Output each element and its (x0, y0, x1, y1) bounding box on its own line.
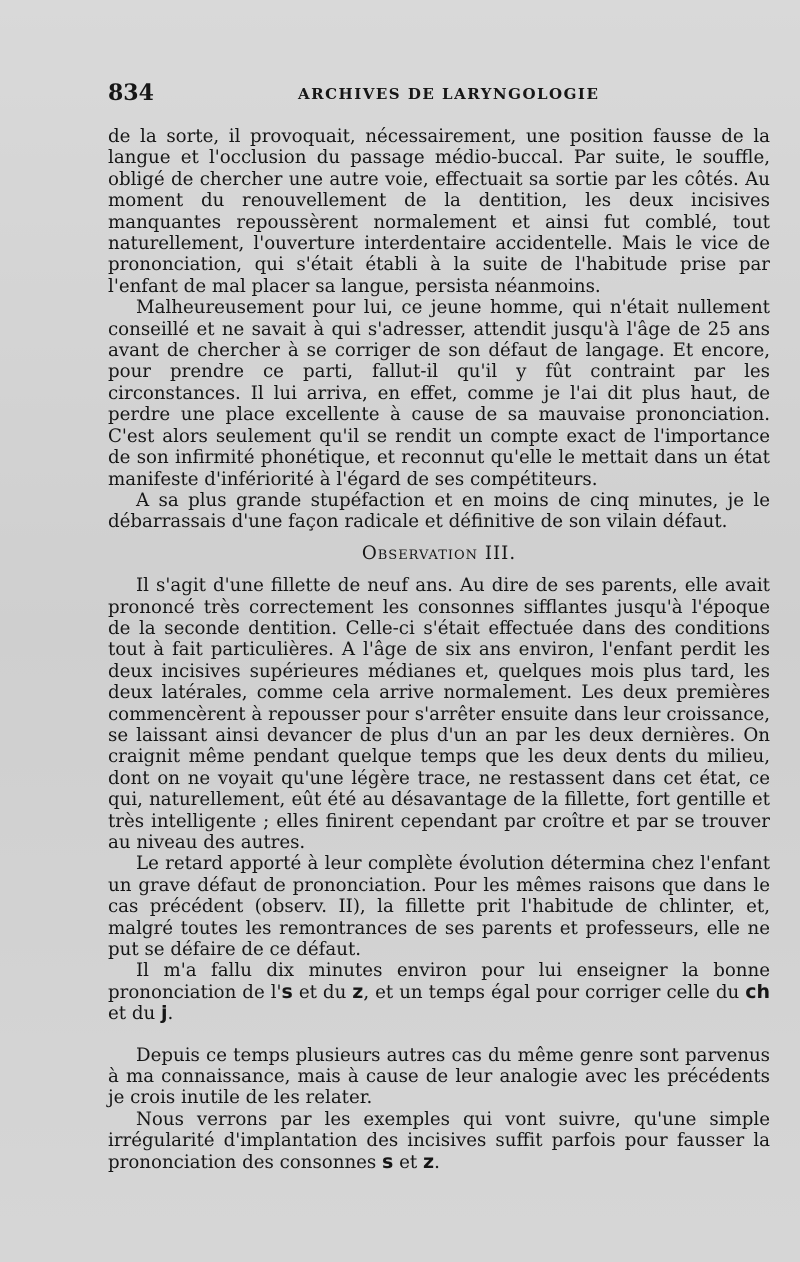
paragraph-consonants (108, 960, 770, 1024)
consonant-s: s (382, 1150, 394, 1173)
paragraph-continued: de la sorte, il provoquait, nécessairement, une position fausse de la langue et l'occlusion du passage médio-buccal. Par suite, le souffle, obligé de chercher une autre voie, effectuait sa sortie par les côtés. Au moment du renouvellement de la dentition, les deux incisives manquantes repoussèrent normalement et ainsi fut comblé, tout naturellement, l'ouverture interdentaire accidentelle. Mais le vice de prononciation, qui s'était établi à la suite de l'habitude prise par l'enfant de mal placer sa langue, persista néanmoins. (108, 126, 770, 297)
consonant-s: s (281, 980, 293, 1003)
consonant-z: z (423, 1150, 435, 1173)
observation-title: Observation III. (361, 542, 517, 564)
text-span: et du (108, 1003, 161, 1025)
paragraph: Malheureusement pour lui, ce jeune homme, qui n'était nullement conseillé et ne savait à qui s'adresser, attendit jusqu'à l'âge de 25 ans avant de chercher à se corriger de son défaut de langage. Et encore, pour prendre ce parti, fallut-il qu'il y fût contraint par les circonstances. Il lui arriva, en effet, comme je l'ai dit plus haut, de perdre une place excellente à cause de sa mauvaise prononciation. C'est alors seulement qu'il se rendit un compte exact de l'importance de son infirmité phonétique, et reconnut qu'elle le mettait dans un état manifeste d'infériorité à l'égard de ses compétiteurs. (108, 297, 770, 490)
consonant-j: j (161, 1002, 168, 1025)
consonant-ch: ch (745, 980, 770, 1003)
paragraph-closing (108, 1109, 770, 1173)
text-span: , et un temps égal pour corriger celle du (363, 981, 746, 1003)
page-number: 834 (108, 80, 154, 106)
body-text (108, 126, 770, 1173)
text-span: et (393, 1151, 423, 1173)
section-heading (108, 543, 770, 564)
text-span: et du (292, 981, 353, 1003)
running-head: ARCHIVES DE LARYNGOLOGIE (298, 85, 600, 103)
paragraph: Il s'agit d'une fillette de neuf ans. Au dire de ses parents, elle avait prononcé très correctement les consonnes sifflantes jusqu'à l'époque de la seconde dentition. Celle-ci s'était effectuée dans des conditions tout à fait particulières. A l'âge de six ans environ, l'enfant perdit les deux incisives supérieures médianes et, quelques mois plus tard, les deux latérales, comme cela arrive normalement. Les deux premières commencèrent à repousser pour s'arrêter ensuite dans leur croissance, se laissant ainsi devancer de plus d'un an par les deux dernières. On craignit même pendant quelque temps que les deux dents du milieu, dont on ne voyait qu'une légère trace, ne restassent dans cet état, ce qui, naturellement, eût été au désavantage de la fillette, fort gentille et très intelligente ; elles finirent cependant par croître et par se trouver au niveau des autres. (108, 575, 770, 853)
consonant-z: z (352, 980, 364, 1003)
paragraph: Depuis ce temps plusieurs autres cas du même genre sont parvenus à ma connaissance, mais à cause de leur analogie avec les précédents je crois inutile de les relater. (108, 1044, 770, 1109)
text-span: Il m'a fallu dix minutes environ pour lui enseigner la bonne prononciation de l' (108, 960, 770, 1003)
paragraph: A sa plus grande stupéfaction et en moins de cinq minutes, je le débarrassais d'une façon radicale et définitive de son vilain défaut. (108, 489, 770, 533)
page-header (108, 80, 770, 110)
text-span: . (167, 1003, 174, 1025)
text-span: . (434, 1151, 440, 1173)
text-span: Nous verrons par les exemples qui vont suivre, qu'une simple irrégularité d'implantation des incisives suffit parfois pour fausser la prononciation des consonnes (108, 1108, 770, 1173)
paragraph: Le retard apporté à leur complète évolution détermina chez l'enfant un grave défaut de prononciation. Pour les mêmes raisons que dans le cas précédent (observ. II), la fillette prit l'habitude de chlinter, et, malgré toutes les remontrances de ses parents et professeurs, elle ne put se défaire de ce défaut. (108, 853, 770, 961)
